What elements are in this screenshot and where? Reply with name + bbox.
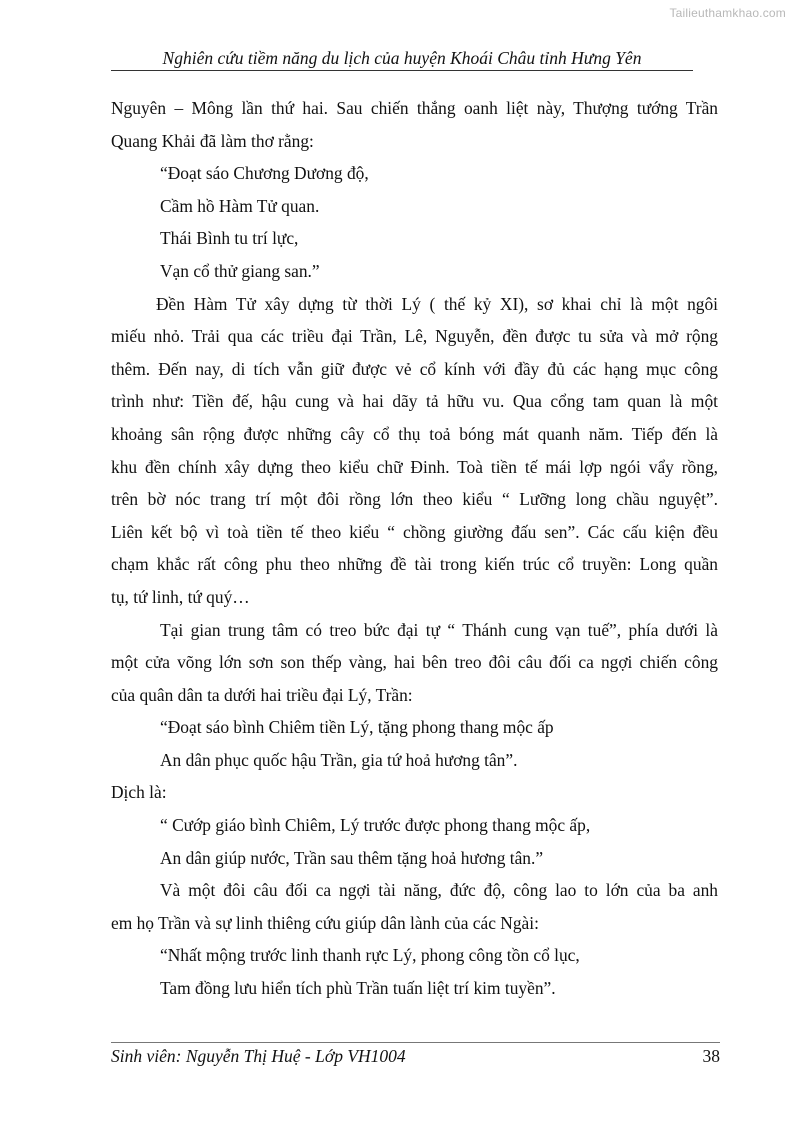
text-line: tụ, tứ linh, tứ quý… <box>111 586 250 607</box>
text-line: Nguyên – Mông lần thứ hai. Sau chiến thắng oanh liệt này, Thượng tướng Trần <box>111 98 718 118</box>
poem-line: “Đoạt sáo Chương Dương độ, <box>160 163 369 184</box>
translation-line: An dân giúp nước, Trần sau thêm tặng hoả hương tân.” <box>160 847 544 868</box>
page-number: 38 <box>702 1046 720 1066</box>
couplet-line: Tam đồng lưu hiển tích phù Trần tuấn liệt trí kim tuyền”. <box>160 978 556 999</box>
footer-divider <box>111 1042 720 1043</box>
page-header-title: Nghiên cứu tiềm năng du lịch của huyện Khoái Châu tỉnh Hưng Yên <box>162 48 642 68</box>
text-line: Đền Hàm Tử xây dựng từ thời Lý ( thế kỷ XI), sơ khai chỉ là một ngôi <box>156 293 718 314</box>
translation-line: “ Cướp giáo bình Chiêm, Lý trước được phong thang mộc ấp, <box>160 815 591 836</box>
text-line: miếu nhỏ. Trải qua các triều đại Trần, Lê, Nguyễn, đền được tu sửa và mở rộng <box>111 326 718 347</box>
header-divider <box>111 70 693 71</box>
text-line: Tại gian trung tâm có treo bức đại tự “ Thánh cung vạn tuế”, phía dưới là <box>160 619 718 640</box>
text-line: của quân dân ta dưới hai triều đại Lý, Trần: <box>111 684 413 705</box>
text-line: Liên kết bộ vì toà tiền tế theo kiểu “ chồng giường đấu sen”. Các cấu kiện đều <box>111 521 718 542</box>
watermark: Tailieuthamkhao.com <box>669 6 786 20</box>
text-line: thêm. Đến nay, di tích vẫn giữ được vẻ cổ kính với đầy đủ các hạng mục công <box>111 358 718 379</box>
poem-line: Cầm hồ Hàm Tử quan. <box>160 195 320 216</box>
text-line: trên bờ nóc trang trí một đôi rồng lớn theo kiểu “ Lưỡng long chầu nguyệt”. <box>111 489 718 510</box>
text-line: khoảng sân rộng được những cây cổ thụ toả bóng mát quanh năm. Tiếp đến là <box>111 423 718 444</box>
couplet-line: An dân phục quốc hậu Trần, gia tứ hoả hương tân”. <box>160 749 518 770</box>
text-line: khu đền chính xây dựng theo kiểu chữ Đinh. Toà tiền tế mái lợp ngói vẩy rồng, <box>111 456 718 477</box>
text-line: trình như: Tiền đế, hậu cung và hai dãy tả hữu vu. Qua cổng tam quan là một <box>111 391 718 412</box>
text-line: Và một đôi câu đối ca ngợi tài năng, đức độ, công lao to lớn của ba anh <box>160 880 718 901</box>
text-line: Quang Khải đã làm thơ rằng: <box>111 130 314 151</box>
poem-line: Thái Bình tu trí lực, <box>160 228 299 249</box>
text-line: chạm khắc rất công phu theo những đề tài trong kiến trúc cổ truyền: Long quần <box>111 554 718 575</box>
translation-label: Dịch là: <box>111 782 167 803</box>
poem-line: Vạn cổ thử giang san.” <box>160 260 320 281</box>
text-line: một cửa võng lớn sơn son thếp vàng, hai bên treo đôi câu đối ca ngợi chiến công <box>111 652 718 673</box>
footer-author: Sinh viên: Nguyễn Thị Huệ - Lớp VH1004 <box>111 1046 406 1066</box>
text-line: em họ Trần và sự linh thiêng cứu giúp dân lành của các Ngài: <box>111 912 539 933</box>
couplet-line: “Đoạt sáo bình Chiêm tiền Lý, tặng phong thang mộc ấp <box>160 717 554 738</box>
document-body <box>111 92 718 1005</box>
couplet-line: “Nhất mộng trước linh thanh rực Lý, phong công tồn cổ lục, <box>160 945 580 966</box>
